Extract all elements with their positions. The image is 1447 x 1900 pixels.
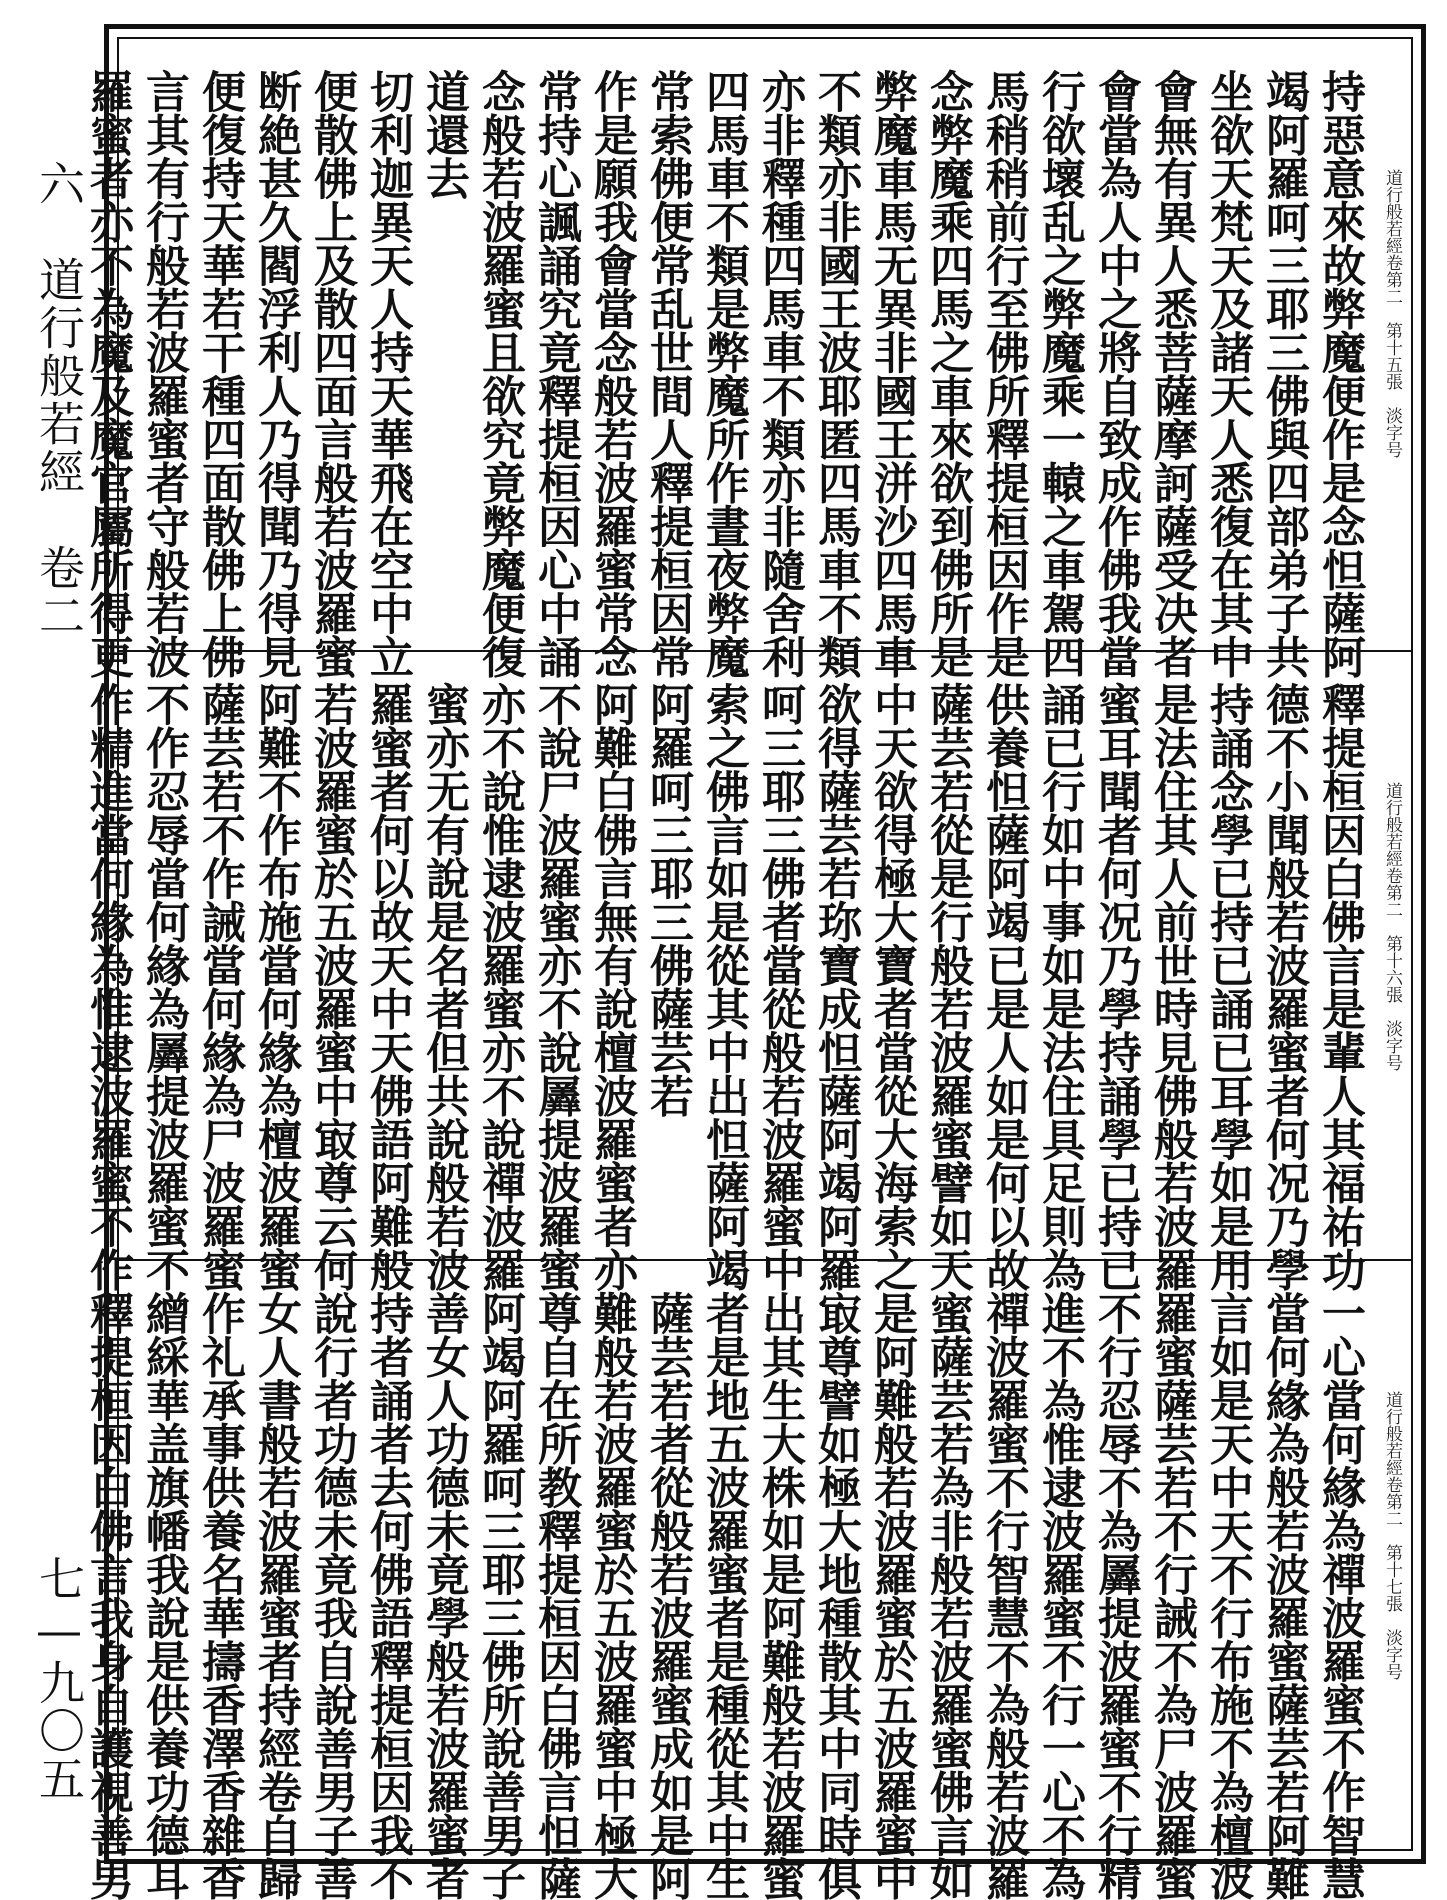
running-head-3: 道行般若經卷第二 第十七張 淡字号: [1382, 1391, 1402, 1680]
page-frame: [82, 24, 1426, 1900]
running-head-1: 道行般若經卷第二 第十五張 淡字号: [1382, 169, 1402, 458]
text-panel-2: [82, 650, 1411, 1291]
margin-title: 六 道行般若經 卷二: [32, 160, 86, 640]
text-panel-1: [82, 39, 1411, 678]
panel-3-text: 一心當何緣為禪波羅蜜不作智慧 當何緣為般若波羅蜜薩芸若阿難 言如是天中天不行布施不為檀波 羅蜜薩芸若不行誡不為尸波羅蜜 不行忍辱不為羼提波羅蜜不行精 進不為惟逮波羅蜜不行一心不為 禪波羅蜜不行智慧不為般若波羅 蜜薩芸若為非般若波羅蜜佛言如 是阿難般若波羅蜜於五波羅蜜中 㝡尊譬如極大地種散其中同時俱 出其生大株如是阿難般若波羅蜜 者是地五波羅蜜者是種從其中生 薩芸若者從般若波羅蜜成如是阿 難般若波羅蜜於五波羅蜜中極大 尊自在所教釋提桓因白佛言怛薩 阿竭阿羅呵三耶三佛所說善男子 善女人功德未竟學般若波羅蜜者 持者誦者去何佛語釋提桓因我不 說行者功德未竟我自說善男子善 女人書般若波羅蜜者持經卷自歸 作礼承事供養名華擣香澤香雜香 繒綵華盖旗幡我說是供養功德耳 釋提桓因白佛言我身自護視善男: [82, 1291, 1365, 1900]
page-frame-inner: [82, 37, 1413, 1900]
panel-1-text: 持惡意來故弊魔便作是念怛薩阿 竭阿羅呵三耶三佛與四部弟子共 坐欲天梵天及諸天人悉復在其中 會無有異人悉菩薩摩訶薩受决者 會當為人中之將自致成作佛我當 行欲壞乱之弊魔乘一轅之車駕四 馬稍稍前行至佛所釋提桓因作是 念弊魔乘四馬之車來欲到佛所是 弊魔車馬无異非國王洴沙四馬車 不類亦非國王波耶匿四馬車不類 亦非釋種四馬車不類亦非隨舍利 四馬車不類是弊魔所作晝夜弊魔 常索佛便常乱世間人釋提桓因常 作是願我會當念般若波羅蜜常念 常持心諷誦究竟釋提桓因心中誦 念般若波羅蜜且欲究竟弊魔便復 道還去 切利迦異天人持天華飛在空中立 便散佛上及散四面言般若波羅蜜 断絶甚久閻浮利人乃得聞乃得見 便復持天華若干種四面散佛上佛 言其有行般若波羅蜜者守般若波 羅蜜者亦不為魔及魔官屬所得更: [82, 69, 1365, 678]
panel-2-text: 釋提桓因白佛言是輩人其福祐功 德不小聞般若波羅蜜者何况乃學 持誦念學已持已誦已耳學如是用 是法住其人前世時見佛般若波羅 蜜耳聞者何况乃學持誦學已持已 誦已行如中事如是法住具足則為 供養怛薩阿竭已是人如是何以故 薩芸若從是行般若波羅蜜譬如天 中天欲得極大寶者當從大海索之 欲得薩芸若珎寶成怛薩阿竭阿羅 呵三耶三佛者當從般若波羅蜜中 索之佛言如是從其中出怛薩阿竭 阿羅呵三耶三佛薩芸若 阿難白佛言無有說檀波羅蜜者亦 不說尸波羅蜜亦不說羼提波羅蜜 亦不說惟逮波羅蜜亦不說禪波羅 蜜亦无有說是名者但共說般若波 羅蜜者何以故天中天佛語阿難般 若波羅蜜於五波羅蜜中㝡尊云何 阿難不作布施當何緣為檀波羅蜜 薩芸若不作誡當何緣為尸波羅蜜 不作忍辱當何緣為羼提波羅蜜不 作精進當何緣為惟逮波羅蜜不作: [82, 682, 1365, 1291]
running-head-2: 道行般若經卷第二 第十六張 淡字号: [1382, 782, 1402, 1071]
margin-page-number: 七—九〇五: [32, 1555, 86, 1803]
text-panel-3: [82, 1259, 1411, 1900]
